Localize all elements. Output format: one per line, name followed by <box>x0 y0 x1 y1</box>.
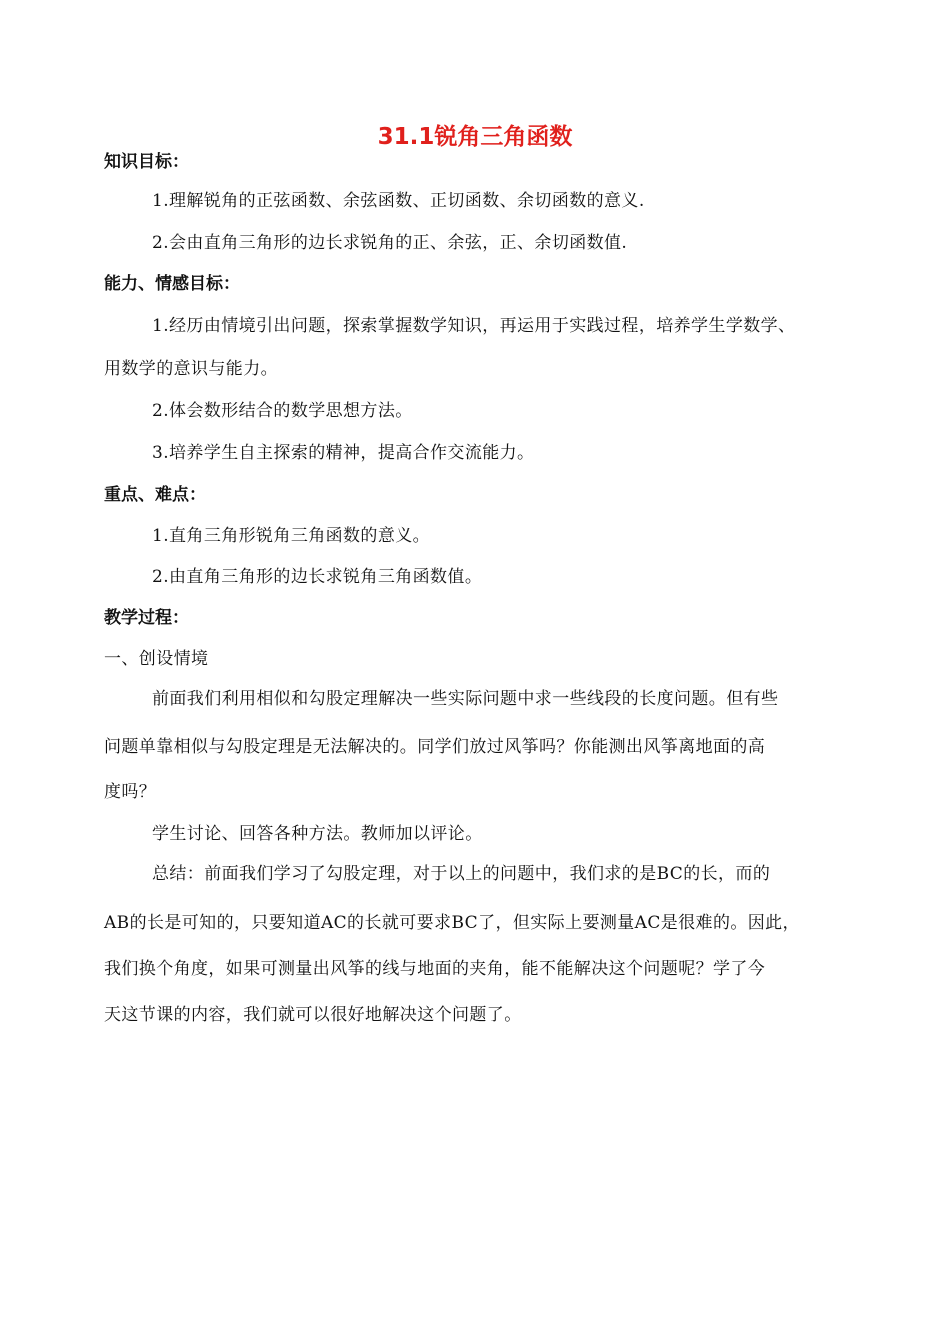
paragraph-3-line-3: 我们换个角度，如果可测量出风筝的线与地面的夹角，能不能解决这个问题呢？学了今 <box>104 959 766 979</box>
process-heading: 教学过程： <box>104 608 189 628</box>
paragraph-3-line-2: AB的长是可知的，只要知道AC的长就可要求BC了，但实际上要测量AC是很难的。因此， <box>104 913 800 933</box>
paragraph-1-line-3: 度吗？ <box>104 782 157 802</box>
key-point-1: 1.直角三角形锐角三角函数的意义。 <box>152 526 431 546</box>
knowledge-item-2: 2.会由直角三角形的边长求锐角的正、余弦，正、余切函数值. <box>152 233 628 253</box>
key-points-heading: 重点、难点： <box>104 485 206 505</box>
ability-item-3: 3.培养学生自主探索的精神，提高合作交流能力。 <box>152 443 535 463</box>
ability-item-1-line-1: 1.经历由情境引出问题，探索掌握数学知识，再运用于实践过程，培养学生学数学、 <box>152 316 796 336</box>
paragraph-2: 学生讨论、回答各种方法。教师加以评论。 <box>152 824 483 844</box>
paragraph-1-line-1: 前面我们利用相似和勾股定理解决一些实际问题中求一些线段的长度问题。但有些 <box>152 689 779 709</box>
section-heading: 一、创设情境 <box>104 649 209 669</box>
knowledge-item-1: 1.理解锐角的正弦函数、余弦函数、正切函数、余切函数的意义. <box>152 191 645 211</box>
ability-heading: 能力、情感目标： <box>104 274 240 294</box>
page-title: 31.1锐角三角函数 <box>377 124 573 150</box>
paragraph-3-line-1: 总结：前面我们学习了勾股定理，对于以上的问题中，我们求的是BC的长，而的 <box>152 864 771 884</box>
ability-item-1-line-2: 用数学的意识与能力。 <box>104 359 278 379</box>
key-point-2: 2.由直角三角形的边长求锐角三角函数值。 <box>152 567 483 587</box>
knowledge-heading: 知识目标： <box>104 152 189 172</box>
paragraph-3-line-4: 天这节课的内容，我们就可以很好地解决这个问题了。 <box>104 1005 522 1025</box>
ability-item-2: 2.体会数形结合的数学思想方法。 <box>152 401 413 421</box>
paragraph-1-line-2: 问题单靠相似与勾股定理是无法解决的。同学们放过风筝吗？你能测出风筝离地面的高 <box>104 737 766 757</box>
